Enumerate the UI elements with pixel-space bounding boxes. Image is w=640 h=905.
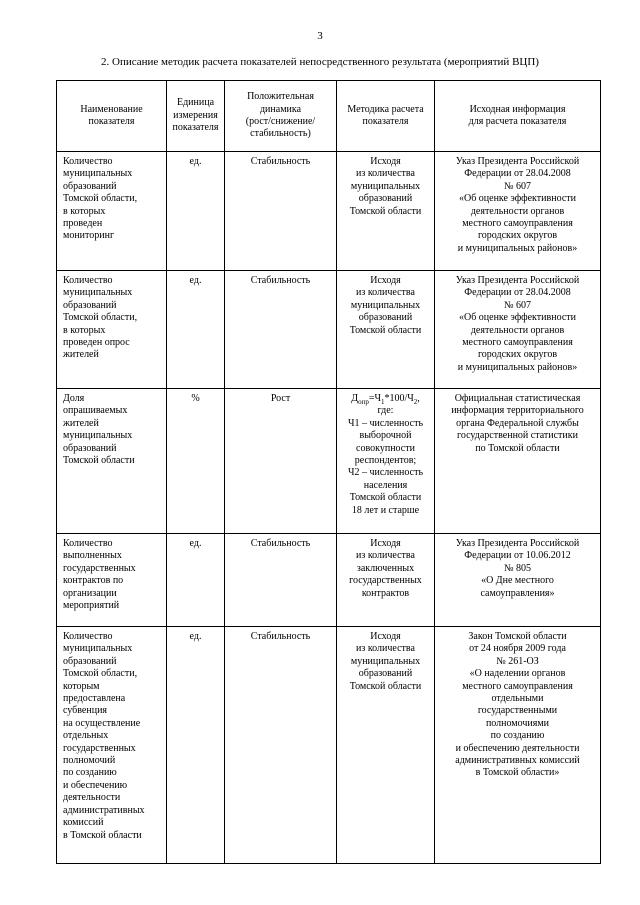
dynamics-cell: Стабильность bbox=[225, 627, 337, 864]
header-indicator-name: Наименование показателя bbox=[57, 81, 167, 152]
method-cell: Исходя из количества заключенных государственных контрактов bbox=[337, 534, 435, 627]
unit-cell: % bbox=[167, 389, 225, 534]
method-cell: Исходя из количества муниципальных образований Томской области bbox=[337, 627, 435, 864]
source-cell: Указ Президента Российской Федерации от 28.04.2008 № 607 «Об оценке эффективности деятельности органов местного самоуправления городских округов и муниципальных районов» bbox=[435, 271, 601, 389]
table-row bbox=[57, 627, 601, 864]
method-cell: Исходя из количества муниципальных образований Томской области bbox=[337, 271, 435, 389]
section-heading: 2. Описание методик расчета показателей непосредственного результата (мероприятий ВЦП) bbox=[101, 56, 539, 68]
header-source: Исходная информация для расчета показателя bbox=[435, 81, 601, 152]
unit-cell: ед. bbox=[167, 271, 225, 389]
source-cell: Официальная статистическая информация территориального органа Федеральной службы государственной статистики по Томской области bbox=[435, 389, 601, 534]
unit-cell: ед. bbox=[167, 152, 225, 271]
header-unit: Единица измерения показателя bbox=[167, 81, 225, 152]
dynamics-cell: Рост bbox=[225, 389, 337, 534]
table-row bbox=[57, 389, 601, 534]
dynamics-cell: Стабильность bbox=[225, 152, 337, 271]
indicators-table bbox=[56, 80, 601, 864]
indicator-name-cell: Количество муниципальных образований Томской области, в которых проведен мониторинг bbox=[57, 152, 167, 271]
method-cell: $Д_{опр}=Ч_1*100/Ч_2$, где: Ч1 – численность выборочной совокупности респондентов; Ч2 – численность населения Томской области 18 лет и старше bbox=[337, 389, 435, 534]
table-header-row bbox=[57, 81, 601, 152]
table-row bbox=[57, 534, 601, 627]
indicator-name-cell: Количество выполненных государственных контрактов по организации мероприятий bbox=[57, 534, 167, 627]
unit-cell: ед. bbox=[167, 534, 225, 627]
table-row bbox=[57, 152, 601, 271]
source-cell: Указ Президента Российской Федерации от 28.04.2008 № 607 «Об оценке эффективности деятельности органов местного самоуправления городских округов и муниципальных районов» bbox=[435, 152, 601, 271]
method-formula: $Д_{опр}=Ч_1*100/Ч_2$, bbox=[351, 393, 420, 406]
header-dynamics: Положительная динамика (рост/снижение/ стабильность) bbox=[225, 81, 337, 152]
method-cell: Исходя из количества муниципальных образований Томской области bbox=[337, 152, 435, 271]
dynamics-cell: Стабильность bbox=[225, 271, 337, 389]
source-cell: Указ Президента Российской Федерации от 10.06.2012 № 805 «О Дне местного самоуправления» bbox=[435, 534, 601, 627]
indicator-name-cell: Доля опрашиваемых жителей муниципальных образований Томской области bbox=[57, 389, 167, 534]
indicator-name-cell: Количество муниципальных образований Томской области, в которых проведен опрос жителей bbox=[57, 271, 167, 389]
page-number: 3 bbox=[317, 30, 323, 42]
table-row bbox=[57, 271, 601, 389]
unit-cell: ед. bbox=[167, 627, 225, 864]
indicator-name-cell: Количество муниципальных образований Томской области, которым предоставлена субвенция на осуществление отдельных государственных полномочий по созданию и обеспечению деятельности административных комиссий в Томской области bbox=[57, 627, 167, 864]
source-cell: Закон Томской области от 24 ноября 2009 года № 261-ОЗ «О наделении органов местного самоуправления отдельными государственными полномочиями по созданию и обеспечению деятельности административных комиссий в Томской области» bbox=[435, 627, 601, 864]
header-method: Методика расчета показателя bbox=[337, 81, 435, 152]
dynamics-cell: Стабильность bbox=[225, 534, 337, 627]
